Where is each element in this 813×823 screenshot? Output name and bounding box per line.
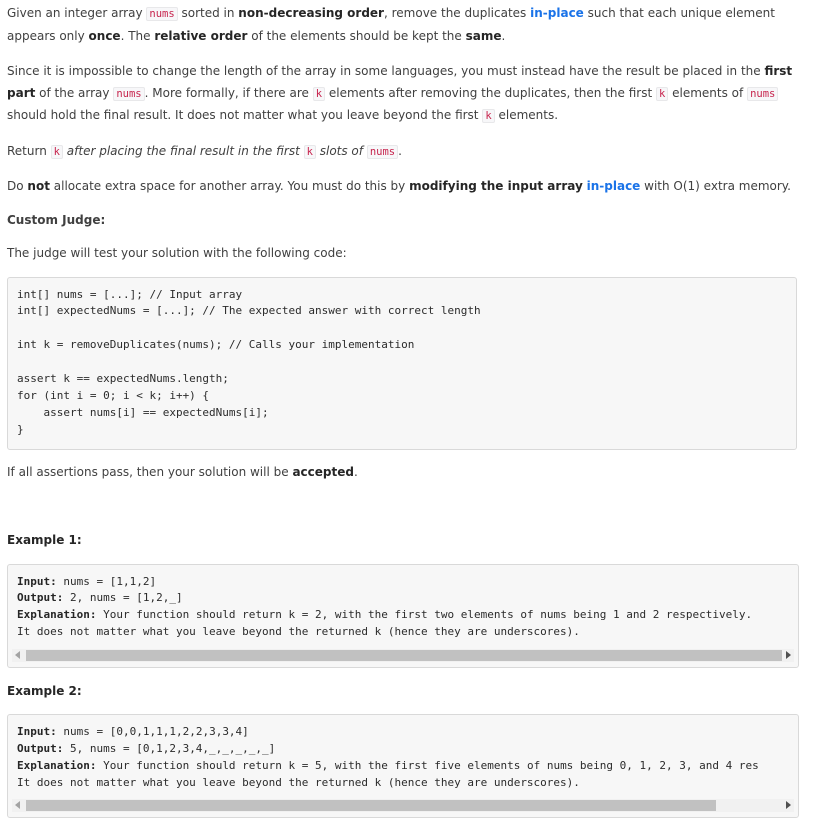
- scroll-left-arrow-icon[interactable]: [15, 651, 20, 659]
- explanation-label: Explanation:: [17, 608, 97, 622]
- explanation-value: Your function should return k = 2, with the first two elements of nums being 1 and 2 respectively.: [96, 608, 753, 622]
- in-place-link[interactable]: in-place: [586, 179, 641, 193]
- inline-code: k: [656, 87, 668, 101]
- example-2-block: [7, 714, 799, 818]
- text: .: [398, 143, 402, 158]
- text: sorted in: [177, 6, 239, 20]
- text: with O(1) extra memory.: [640, 179, 791, 193]
- text: , remove the duplicates: [383, 6, 531, 20]
- judge-intro-paragraph: The judge will test your solution with the following code:: [7, 246, 347, 260]
- italic-text: slots of: [315, 143, 367, 158]
- text: allocate extra space for another array. You must do this by: [49, 179, 410, 193]
- text: such that each unique element appears only: [7, 6, 775, 43]
- explanation-line-2: It does not matter what you leave beyond the returned k (hence they are underscores).: [17, 625, 580, 639]
- inline-code: nums: [747, 87, 778, 101]
- text: Do: [7, 179, 28, 193]
- scroll-right-arrow-icon[interactable]: [786, 651, 791, 659]
- text: of the array: [35, 85, 114, 100]
- bold-text: non-decreasing order: [238, 6, 384, 20]
- input-value: nums = [1,1,2]: [56, 574, 157, 588]
- example-2-code: [8, 715, 798, 800]
- bold-text: modifying the input array: [409, 179, 583, 193]
- bold-text: first part: [7, 64, 793, 100]
- text: Given an integer array: [7, 6, 147, 20]
- inline-code: nums: [113, 87, 144, 101]
- judge-code-block: [7, 277, 797, 450]
- inline-code: nums: [146, 7, 177, 21]
- bold-text: relative order: [154, 28, 248, 43]
- bold-text: accepted: [292, 464, 354, 479]
- bold-text: not: [27, 179, 50, 193]
- memory-paragraph: [7, 176, 807, 198]
- explanation-value: Your function should return k = 5, with the first five elements of nums being 0, 1, 2, 3, and 4 res: [96, 758, 759, 772]
- output-label: Output:: [17, 741, 64, 755]
- example-1-block: [7, 564, 799, 668]
- problem-statement-paragraph: [7, 0, 807, 47]
- scroll-left-arrow-icon[interactable]: [15, 801, 20, 809]
- accepted-paragraph: [7, 462, 807, 484]
- text: elements of: [668, 85, 748, 100]
- text: elements after removing the duplicates, then the first: [325, 85, 656, 100]
- bold-text: same: [465, 28, 502, 43]
- input-value: nums = [0,0,1,1,1,2,2,3,3,4]: [56, 725, 249, 738]
- return-paragraph: [7, 141, 807, 164]
- text: If all assertions pass, then your solution will be: [7, 464, 293, 479]
- scrollbar-thumb[interactable]: [26, 800, 716, 811]
- inline-code: k: [313, 87, 325, 101]
- custom-judge-heading: Custom Judge:: [7, 212, 106, 227]
- text: . More formally, if there are: [144, 85, 313, 100]
- in-place-link[interactable]: in-place: [530, 6, 584, 20]
- inline-code: k: [304, 145, 316, 159]
- explanation-label: Explanation:: [17, 758, 97, 772]
- text: .: [353, 464, 358, 479]
- inline-code: k: [482, 109, 494, 123]
- inline-code: nums: [367, 145, 398, 159]
- text: .: [501, 28, 506, 43]
- input-label: Input:: [17, 725, 57, 738]
- input-label: Input:: [17, 574, 57, 588]
- explanation-line-2: It does not matter what you leave beyond the returned k (hence they are underscores).: [17, 775, 580, 789]
- text: of the elements should be kept the: [247, 28, 466, 43]
- scrollbar-thumb[interactable]: [26, 650, 782, 661]
- text: Return: [7, 143, 51, 158]
- example-1-code: [8, 565, 798, 650]
- text: . The: [120, 28, 155, 43]
- bold-text: once: [88, 28, 121, 43]
- text: should hold the final result. It does not matter what you leave beyond the first: [7, 108, 483, 122]
- output-value: 2, nums = [1,2,_]: [63, 591, 183, 605]
- example-2-heading: Example 2:: [7, 683, 82, 698]
- text: elements.: [494, 108, 559, 122]
- output-value: 5, nums = [0,1,2,3,4,_,_,_,_,_]: [63, 741, 276, 755]
- example-1-heading: Example 1:: [7, 533, 82, 547]
- judge-code: int[] nums = [...]; // Input array int[] expectedNums = [...]; // The expected answer with correct length int k = removeDuplicates(nums); // Calls your implementation assert k == expectedNums.length; for (int i = 0; i < k; i++) { assert nums[i] == expectedNums[i]; }: [17, 287, 481, 436]
- scroll-right-arrow-icon[interactable]: [786, 801, 791, 809]
- horizontal-scrollbar[interactable]: [12, 649, 794, 662]
- horizontal-scrollbar[interactable]: [12, 799, 794, 812]
- output-label: Output:: [17, 591, 64, 605]
- first-part-paragraph: [7, 61, 807, 128]
- inline-code: k: [51, 145, 63, 159]
- text: Since it is impossible to change the length of the array in some languages, you must instead have the result be placed in the: [7, 64, 765, 78]
- italic-text: after placing the final result in the first: [62, 143, 304, 158]
